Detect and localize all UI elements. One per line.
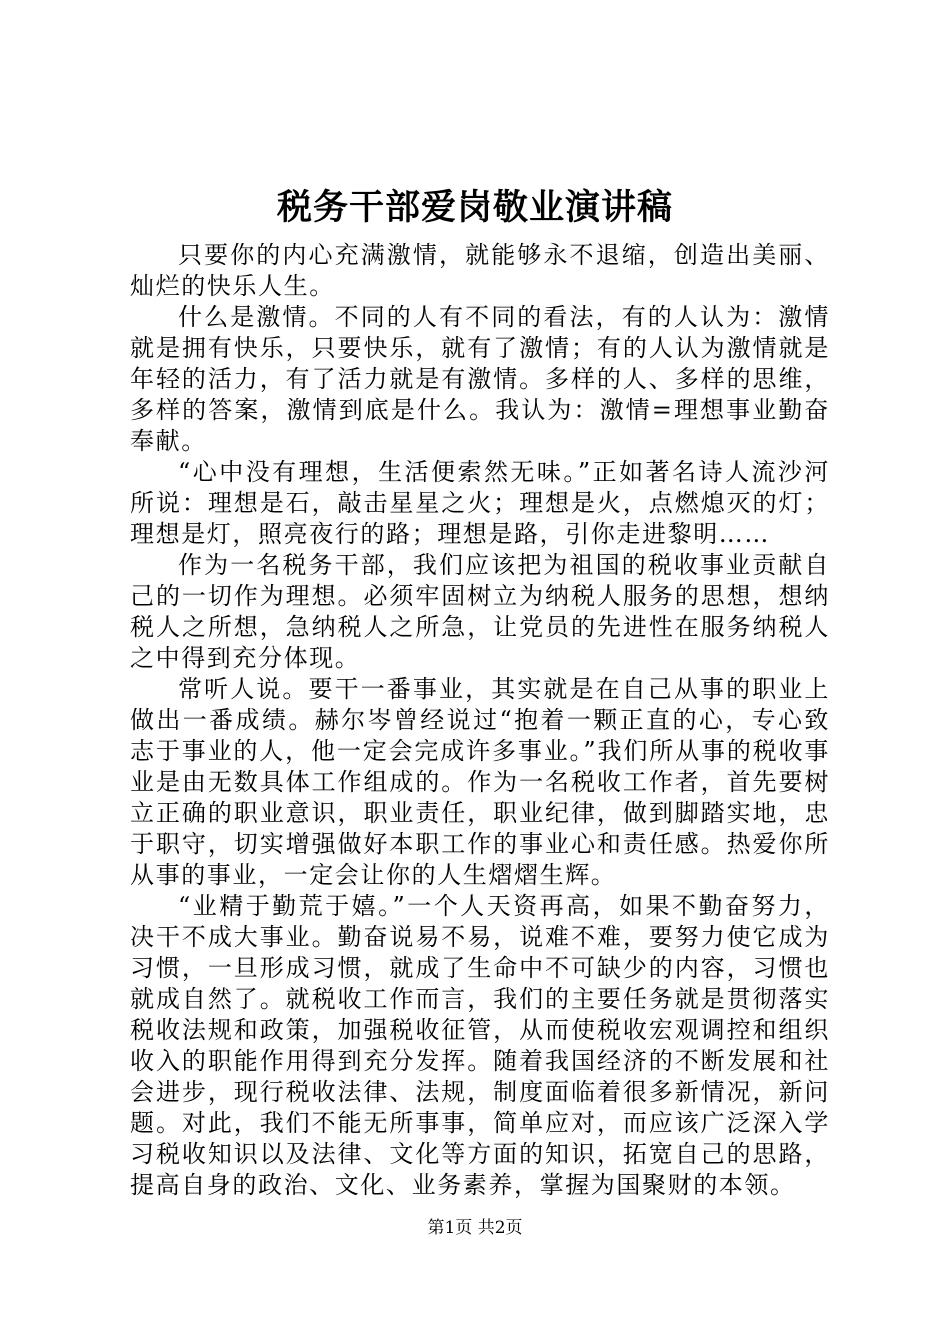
document-title: 税务干部爱岗敬业演讲稿 xyxy=(276,187,673,228)
paragraph-6: “业精于勤荒于嬉。”一个人天资再高，如果不勤奋努力，决干不成大事业。勤奋说易不易，说难不难，要努力使它成为习惯，一旦形成习惯，就成了生命中不可缺少的内容，习惯也就成自然了。就税收工作而言，我们的主要任务就是贯彻落实税收法规和政策，加强税收征管，从而使税收宏观调控和组织收入的职能作用得到充分发挥。随着我国经济的不断发展和社会进步，现行税收法律、法规，制度面临着很多新情况，新问题。对此，我们不能无所事事，简单应对，而应该广泛深入学习税收知识以及法律、文化等方面的知识，拓宽自己的思路，提高自身的政治、文化、业务素养，掌握为国聚财的本领。 xyxy=(130,892,830,1199)
paragraph-5: 常听人说。要干一番事业，其实就是在自己从事的职业上做出一番成绩。赫尔岑曾经说过“抱着一颗正直的心，专心致志于事业的人，他一定会完成许多事业。”我们所从事的税收事业是由无数具体工作组成的。作为一名税收工作者，首先要树立正确的职业意识，职业责任，职业纪律，做到脚踏实地，忠于职守，切实增强做好本职工作的事业心和责任感。热爱你所从事的事业，一定会让你的人生熠熠生辉。 xyxy=(130,675,830,889)
paragraph-1: 只要你的内心充满激情，就能够永不退缩，创造出美丽、灿烂的快乐人生。 xyxy=(130,241,830,300)
paragraph-2: 什么是激情。不同的人有不同的看法，有的人认为：激情就是拥有快乐，只要快乐，就有了激情；有的人认为激情就是年轻的活力，有了活力就是有激情。多样的人、多样的思维，多样的答案，激情到底是什么。我认为：激情=理想事业勤奋奉献。 xyxy=(130,303,830,455)
document-body xyxy=(130,240,830,1201)
page-footer: 第1页 共2页 xyxy=(427,1218,523,1238)
paragraph-4: 作为一名税务干部，我们应该把为祖国的税收事业贡献自己的一切作为理想。必须牢固树立为纳税人服务的思想，想纳税人之所想，急纳税人之所急，让党员的先进性在服务纳税人之中得到充分体现。 xyxy=(130,551,830,672)
paragraph-3: “心中没有理想，生活便索然无味。”正如著名诗人流沙河所说：理想是石，敲击星星之火；理想是火，点燃熄灭的灯；理想是灯，照亮夜行的路；理想是路，引你走进黎明…… xyxy=(130,458,830,548)
